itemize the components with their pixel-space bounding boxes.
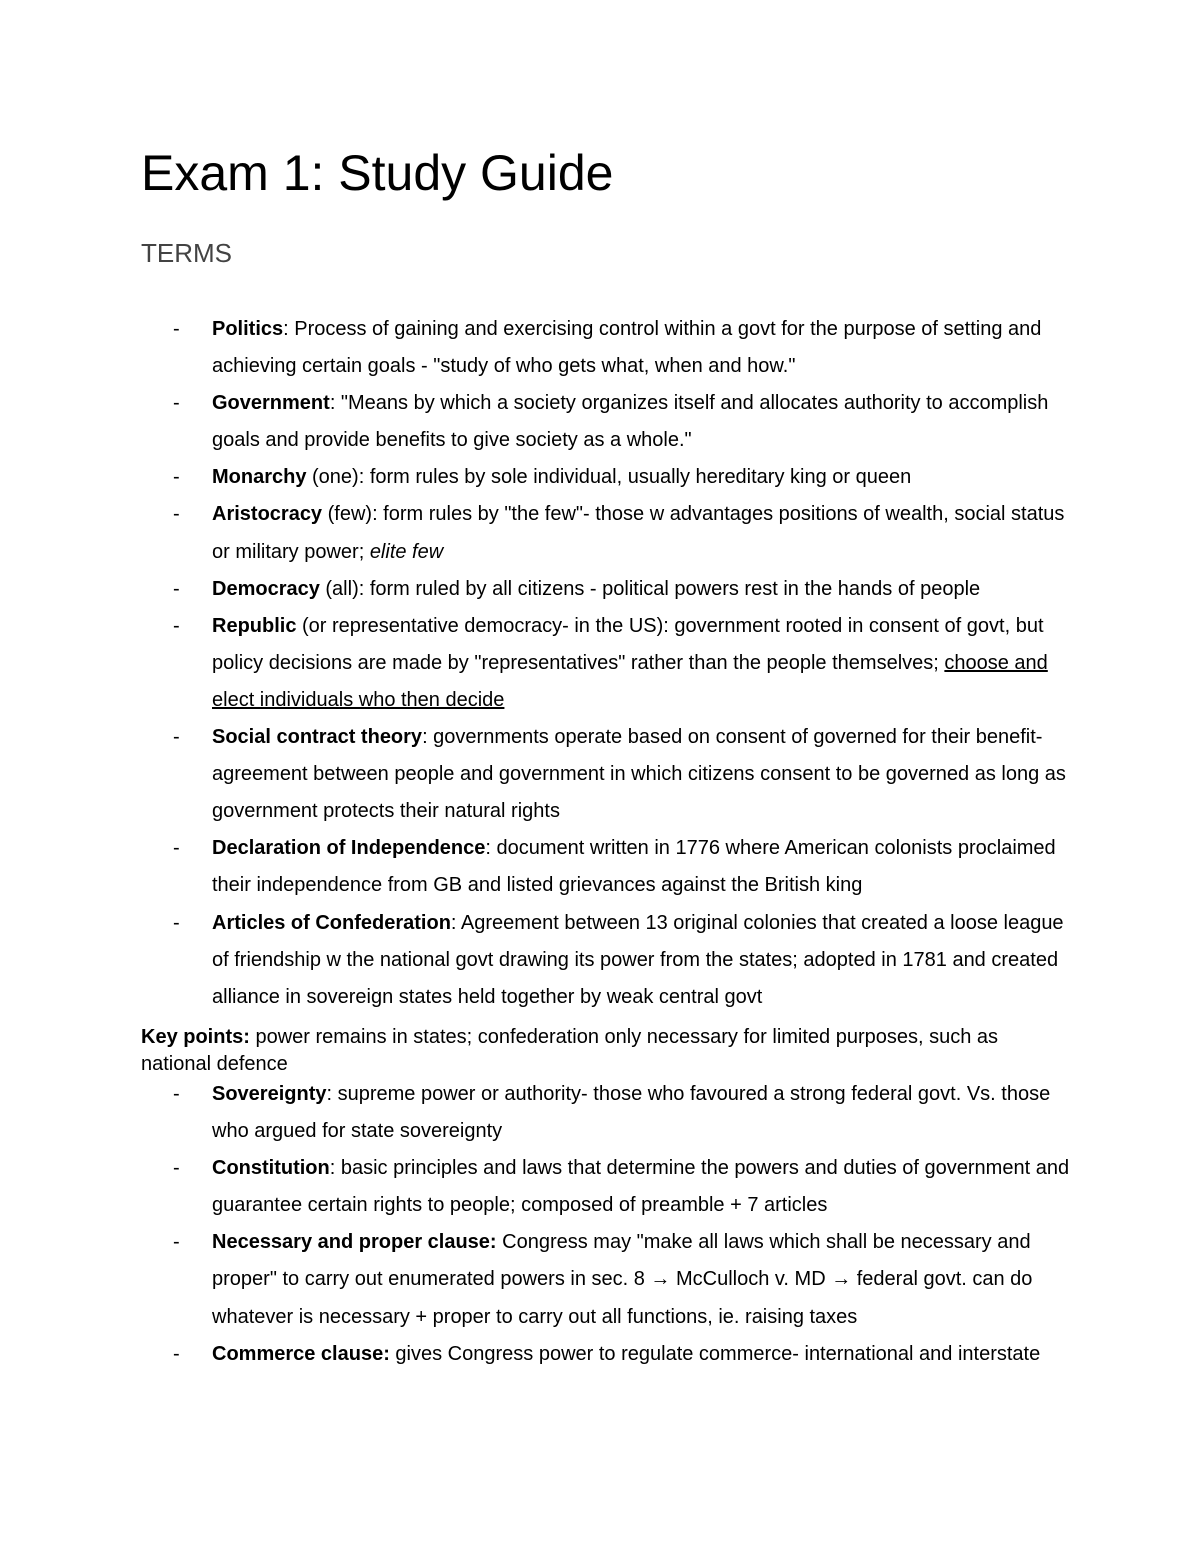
term-item-government (141, 385, 1071, 459)
bullet-dash: - (173, 577, 180, 600)
bullet-dash: - (173, 392, 180, 415)
term-label: Sovereignty (212, 1083, 327, 1105)
term-label: Politics (212, 318, 284, 340)
term-label: Commerce clause: (212, 1342, 390, 1365)
term-item-monarchy (141, 459, 1071, 496)
term-label: Republic (212, 614, 297, 637)
bullet-dash: - (173, 837, 180, 860)
term-item-sovereignty (141, 1076, 1071, 1150)
bullet-dash: - (173, 726, 180, 749)
term-definition: (few): form rules by "the few"- those w advantages positions of wealth, social status or military power; (212, 503, 1065, 563)
bullet-dash: - (173, 911, 180, 934)
term-item-aristocracy (141, 496, 1071, 570)
bullet-dash: - (173, 1083, 180, 1105)
term-definition: : "Means by which a society organizes itself and allocates authority to accomplish goals and provide benefits to give society as a whole." (212, 392, 1049, 452)
term-item-democracy (141, 571, 1071, 608)
key-points-label: Key points: (141, 1026, 250, 1048)
bullet-dash: - (173, 318, 180, 340)
term-label: Aristocracy (212, 503, 323, 526)
term-definition: : Agreement between 13 original colonies that created a loose league of friendship w the national govt drawing its power from the states; adopted in 1781 and created alliance in sovereign states held together by weak central govt (212, 911, 1064, 1008)
term-item-republic (141, 608, 1071, 719)
term-item-articles-of-confederation (141, 905, 1071, 1016)
bullet-dash: - (173, 1157, 180, 1180)
term-item-social-contract-theory (141, 719, 1071, 830)
term-item-declaration-of-independence (141, 830, 1071, 904)
term-item-politics (141, 311, 1071, 385)
term-definition: gives Congress power to regulate commerce- international and interstate (389, 1342, 1041, 1365)
bullet-dash: - (173, 466, 180, 489)
term-item-constitution (141, 1150, 1071, 1224)
term-label: Declaration of Independence (212, 837, 486, 860)
bullet-dash: - (173, 614, 180, 637)
term-label: Necessary and proper clause: (212, 1231, 497, 1254)
page-title: Exam 1: Study Guide (141, 145, 614, 201)
term-label: Government (212, 392, 330, 415)
term-emphasis: elite few (369, 540, 444, 563)
term-label: Monarchy (212, 466, 307, 489)
term-label: Articles of Confederation (212, 911, 451, 934)
section-heading-terms: TERMS (141, 238, 232, 268)
term-item-commerce-clause (141, 1336, 1071, 1373)
term-definition: (or representative democracy- in the US): government rooted in consent of govt, but policy decisions are made by "representatives" rather than the people themselves; (212, 614, 1044, 674)
term-label: Social contract theory (212, 726, 423, 749)
term-definition: (all): form ruled by all citizens - political powers rest in the hands of people (319, 577, 981, 600)
term-definition: : Process of gaining and exercising control within a govt for the purpose of setting and achieving certain goals - "study of who gets what, when and how." (212, 318, 1042, 378)
term-list-continued (141, 1076, 1071, 1373)
term-definition: : basic principles and laws that determine the powers and duties of government and guarantee certain rights to people; composed of preamble + 7 articles (212, 1157, 1070, 1217)
term-label: Constitution (212, 1157, 330, 1180)
bullet-dash: - (173, 1342, 180, 1365)
term-definition: : document written in 1776 where American colonists proclaimed their independence from GB and listed grievances against the British king (212, 837, 1056, 897)
term-definition: (one): form rules by sole individual, usually hereditary king or queen (306, 466, 912, 489)
key-points-text: power remains in states; confederation only necessary for limited purposes, such as national defence (141, 1026, 999, 1075)
bullet-dash: - (173, 503, 180, 526)
term-list (141, 311, 1071, 1016)
term-definition: Congress may "make all laws which shall be necessary and proper" to carry out enumerated powers in sec. 8 → McCulloch v. MD → federal govt. can do whatever is necessary + proper to carry out all functions, ie. raising taxes (212, 1231, 1033, 1328)
term-underlined-note: choose and elect individuals who then decide (212, 651, 1048, 711)
term-definition: : supreme power or authority- those who favoured a strong federal govt. Vs. those who argued for state sovereignty (212, 1083, 1051, 1143)
term-item-necessary-and-proper-clause (141, 1224, 1071, 1335)
term-definition: : governments operate based on consent of governed for their benefit- agreement between people and government in which citizens consent to be governed as long as government protects their natural rights (212, 726, 1066, 823)
term-label: Democracy (212, 577, 320, 600)
key-points-paragraph (141, 1024, 1061, 1078)
bullet-dash: - (173, 1231, 180, 1254)
